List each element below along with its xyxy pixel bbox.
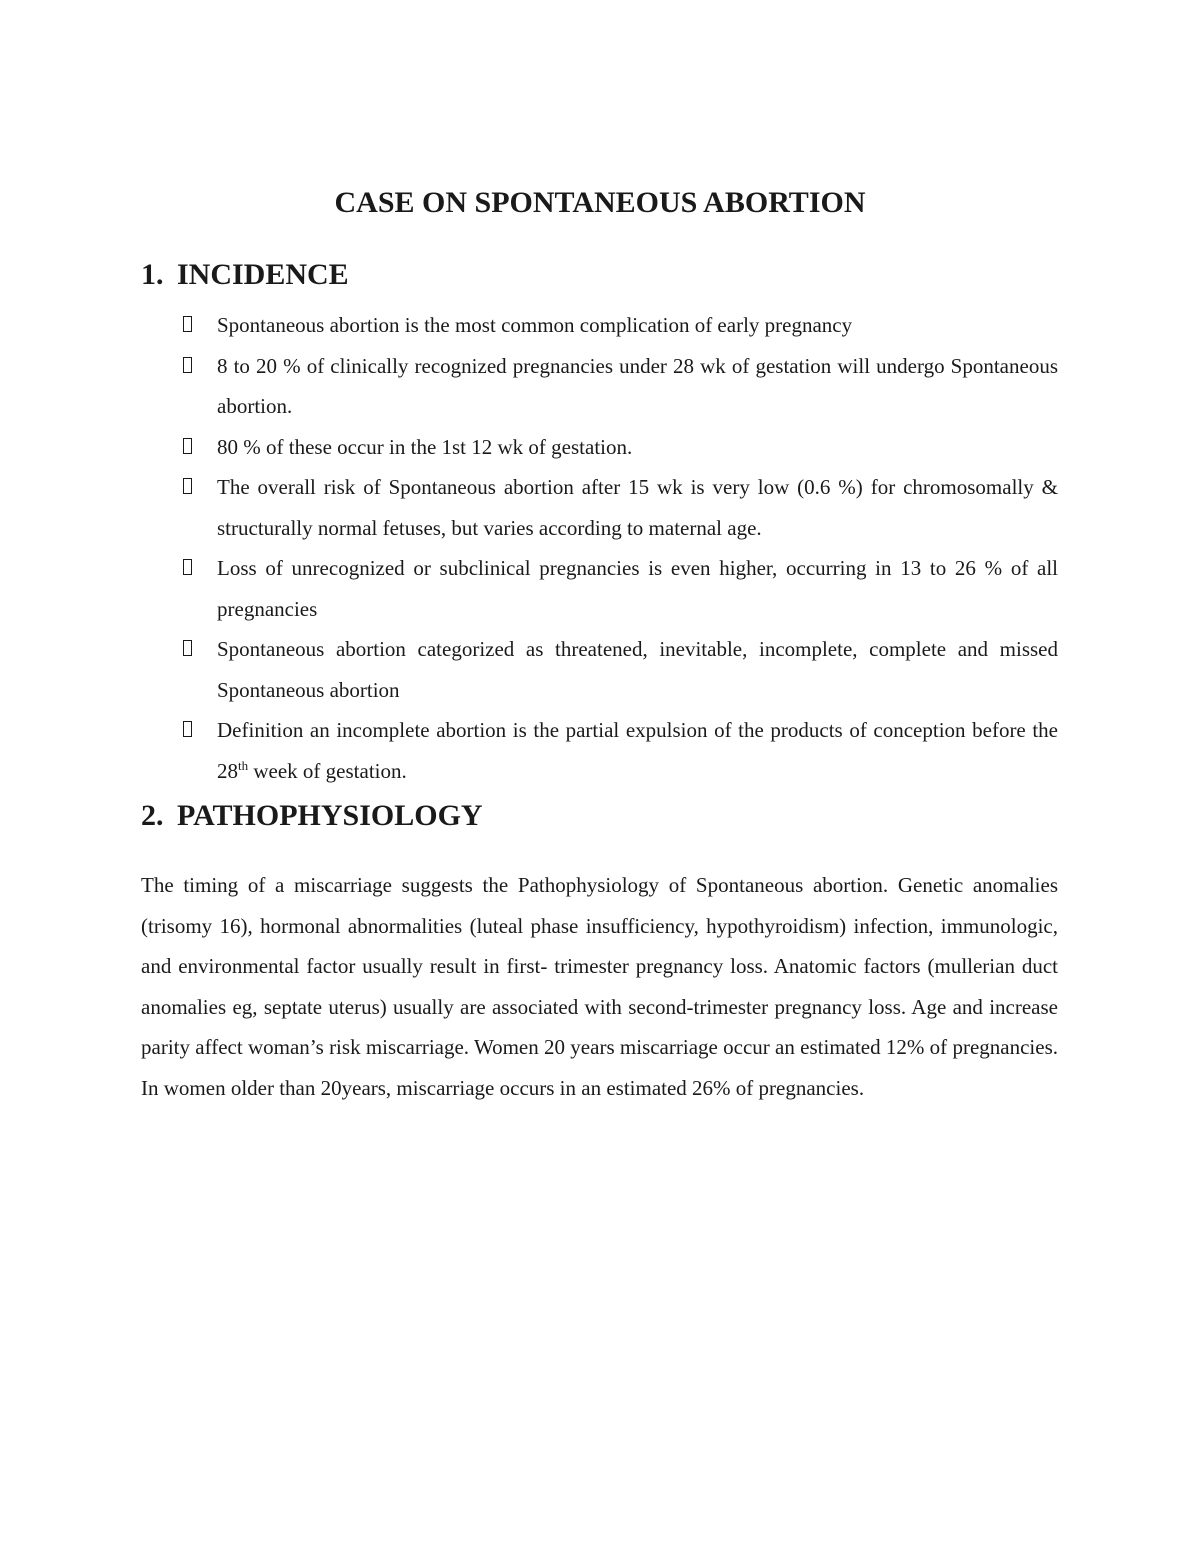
- list-item: [141, 346, 1058, 427]
- section-number: 2.: [141, 799, 164, 832]
- incidence-bullet-list: [141, 305, 1058, 791]
- list-item: [141, 427, 1058, 468]
- section-heading-pathophysiology: [141, 797, 483, 835]
- square-bullet-icon: [183, 478, 192, 494]
- ordinal-superscript: th: [238, 757, 249, 773]
- bullet-text: 80 % of these occur in the 1st 12 wk of gestation.: [217, 434, 633, 459]
- section-title: INCIDENCE: [177, 258, 349, 291]
- list-item: [141, 629, 1058, 710]
- square-bullet-icon: [183, 438, 192, 454]
- square-bullet-icon: [183, 357, 192, 373]
- section-heading-incidence: [141, 256, 349, 294]
- bullet-text-part: week of gestation.: [248, 758, 407, 783]
- bullet-text-definition: [217, 718, 1058, 783]
- list-item: [141, 548, 1058, 629]
- square-bullet-icon: [183, 559, 192, 575]
- list-item: [141, 710, 1058, 791]
- pathophysiology-paragraph: The timing of a miscarriage suggests the Pathophysiology of Spontaneous abortion. Genetic anomalies (trisomy 16), hormonal abnormalities (luteal phase insufficiency, hypothyroidism) infection, immunologic, and environmental factor usually result in first- trimester pregnancy loss. Anatomic factors (mullerian duct anomalies eg, septate uterus) usually are associated with second-trimester pregnancy loss. Age and increase parity affect woman’s risk miscarriage. Women 20 years miscarriage occur an estimated 12% of pregnancies. In women older than 20years, miscarriage occurs in an estimated 26% of pregnancies.: [141, 873, 1058, 1100]
- square-bullet-icon: [183, 640, 192, 656]
- bullet-text: Loss of unrecognized or subclinical pregnancies is even higher, occurring in 13 to 26 % of all pregnancies: [217, 556, 1058, 621]
- document-title: CASE ON SPONTANEOUS ABORTION: [334, 186, 866, 219]
- section-title: PATHOPHYSIOLOGY: [177, 799, 483, 832]
- list-item: [141, 305, 1058, 346]
- list-item: [141, 467, 1058, 548]
- bullet-text: The overall risk of Spontaneous abortion after 15 wk is very low (0.6 %) for chromosomally & structurally normal fetuses, but varies according to maternal age.: [217, 475, 1058, 540]
- bullet-text: Spontaneous abortion is the most common complication of early pregnancy: [217, 313, 853, 337]
- bullet-text: 8 to 20 % of clinically recognized pregnancies under 28 wk of gestation will undergo Spontaneous abortion.: [217, 353, 1058, 418]
- bullet-text-part: Definition an incomplete abortion is the partial expulsion of the products of conception before the 28: [217, 718, 1058, 783]
- square-bullet-icon: [183, 721, 192, 737]
- section-number: 1.: [141, 258, 164, 291]
- bullet-text: Spontaneous abortion categorized as threatened, inevitable, incomplete, complete and missed Spontaneous abortion: [217, 637, 1058, 702]
- square-bullet-icon: [183, 316, 192, 332]
